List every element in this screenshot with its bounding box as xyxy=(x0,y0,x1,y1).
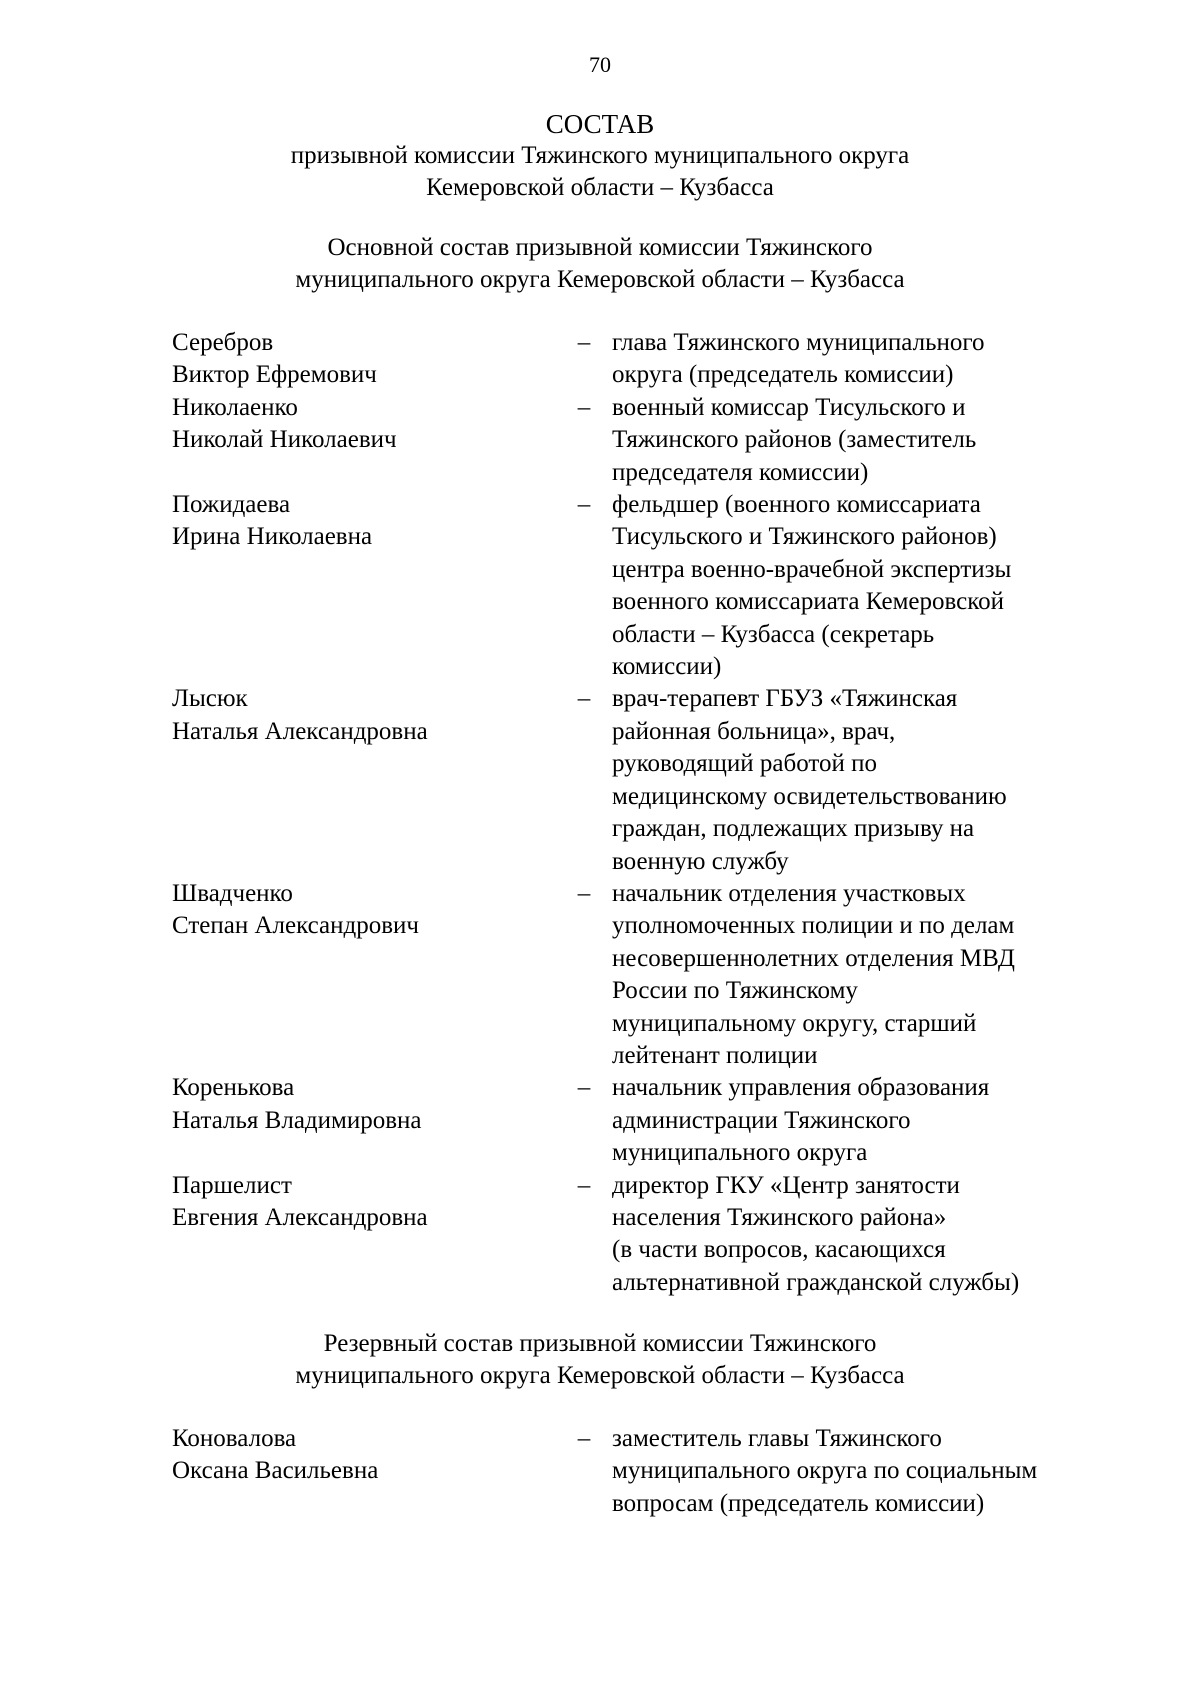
member-role xyxy=(612,1170,1112,1300)
member-entry xyxy=(0,489,1200,683)
member-entry xyxy=(0,1423,1200,1520)
main-section-heading-line: муниципального округа Кемеровской области – Кузбасса xyxy=(295,266,905,293)
member-surname: Швадченко xyxy=(172,879,293,907)
member-role-line: Тисульского и Тяжинского районов) xyxy=(612,523,997,551)
member-name xyxy=(172,392,552,457)
member-given-name: Николай Николаевич xyxy=(172,426,397,454)
member-surname: Серебров xyxy=(172,329,274,356)
member-role-line: уполномоченных полиции и по делам xyxy=(612,912,1015,940)
member-role-line: врач-терапевт ГБУЗ «Тяжинская xyxy=(612,685,958,713)
main-section-heading-line: Основной состав призывной комиссии Тяжинского xyxy=(327,234,873,261)
member-surname: Коновалова xyxy=(172,1425,297,1452)
document-title-line: призывной комиссии Тяжинского муниципального округа xyxy=(290,142,910,169)
main-members-list xyxy=(0,327,1200,1299)
member-role-line: районная больница», врач, xyxy=(612,717,896,745)
member-dash: – xyxy=(577,329,591,356)
member-entry xyxy=(0,327,1200,392)
member-role-line: медицинскому освидетельствованию xyxy=(612,782,1007,810)
member-role-line: лейтенант полиции xyxy=(612,1041,818,1069)
member-role-line: фельдшер (военного комиссариата xyxy=(612,491,981,519)
member-role-line: Тяжинского районов (заместитель xyxy=(612,426,977,454)
member-role xyxy=(612,489,1112,683)
member-role xyxy=(612,327,1112,392)
document-title-main: СОСТАВ xyxy=(545,109,655,139)
member-surname: Николаенко xyxy=(172,393,298,421)
member-name xyxy=(172,683,552,748)
member-given-name: Наталья Владимировна xyxy=(172,1106,422,1134)
member-dash: – xyxy=(577,491,591,519)
member-role-line: директор ГКУ «Центр занятости xyxy=(612,1171,960,1199)
member-entry xyxy=(0,1072,1200,1169)
member-surname: Лысюк xyxy=(172,685,248,713)
document-title-line: Кемеровской области – Кузбасса xyxy=(426,174,774,201)
main-section-heading xyxy=(0,232,1200,296)
member-role-line: России по Тяжинскому xyxy=(612,977,858,1005)
member-dash: – xyxy=(577,1074,591,1102)
member-name xyxy=(172,1423,552,1488)
member-role-line: муниципальному округу, старший xyxy=(612,1009,977,1037)
member-role-line: муниципального округа по социальным xyxy=(612,1457,1038,1485)
member-surname: Пожидаева xyxy=(172,491,291,519)
member-dash: – xyxy=(577,879,591,907)
member-role-line: муниципального округа xyxy=(612,1139,868,1167)
member-given-name: Степан Александрович xyxy=(172,912,419,940)
member-dash: – xyxy=(577,1171,591,1199)
member-role-line: руководящий работой по xyxy=(612,750,878,778)
member-name xyxy=(172,327,552,392)
member-role-line: несовершеннолетних отделения МВД xyxy=(612,944,1015,972)
member-name xyxy=(172,489,552,554)
member-role xyxy=(612,878,1112,1072)
member-name xyxy=(172,1170,552,1235)
member-entry xyxy=(0,392,1200,489)
member-role-line: альтернативной гражданской службы) xyxy=(612,1268,1020,1296)
member-given-name: Ирина Николаевна xyxy=(172,523,373,551)
member-entry xyxy=(0,683,1200,877)
member-role-line: комиссии) xyxy=(612,653,722,681)
member-role-line: вопросам (председатель комиссии) xyxy=(612,1489,985,1517)
member-role-line: начальник отделения участковых xyxy=(612,879,966,907)
member-role-line: глава Тяжинского муниципального xyxy=(612,329,985,356)
member-dash: – xyxy=(577,1425,591,1452)
reserve-section-heading-line: Резервный состав призывной комиссии Тяжинского xyxy=(323,1330,877,1357)
member-role-line: области – Кузбасса (секретарь xyxy=(612,620,935,648)
member-role-line: центра военно-врачебной экспертизы xyxy=(612,555,1012,583)
member-dash: – xyxy=(577,393,591,421)
member-surname: Паршелист xyxy=(172,1171,292,1199)
member-role xyxy=(612,1423,1112,1520)
member-role-line: военный комиссар Тисульского и xyxy=(612,393,966,421)
member-name xyxy=(172,1072,552,1137)
member-role xyxy=(612,392,1112,489)
member-role-line: заместитель главы Тяжинского xyxy=(612,1425,942,1452)
member-surname: Коренькова xyxy=(172,1074,295,1102)
reserve-section-heading-line: муниципального округа Кемеровской области – Кузбасса xyxy=(295,1362,905,1389)
member-given-name: Евгения Александровна xyxy=(172,1203,428,1231)
member-entry xyxy=(0,878,1200,1072)
member-role-line: (в части вопросов, касающихся xyxy=(612,1236,946,1264)
member-given-name: Наталья Александровна xyxy=(172,717,428,745)
member-entry xyxy=(0,1170,1200,1300)
member-role xyxy=(612,683,1112,877)
reserve-section-heading xyxy=(0,1328,1200,1392)
member-role-line: начальник управления образования xyxy=(612,1074,990,1102)
document-title xyxy=(0,108,1200,204)
member-role-line: военного комиссариата Кемеровской xyxy=(612,588,1005,616)
member-role-line: населения Тяжинского района» xyxy=(612,1203,947,1231)
page-number: 70 xyxy=(589,52,611,77)
member-name xyxy=(172,878,552,943)
member-given-name: Виктор Ефремович xyxy=(172,361,377,389)
member-dash: – xyxy=(577,685,591,713)
member-role-line: военную службу xyxy=(612,847,789,875)
member-role-line: граждан, подлежащих призыву на xyxy=(612,815,975,843)
member-role-line: округа (председатель комиссии) xyxy=(612,361,954,389)
member-role xyxy=(612,1072,1112,1169)
member-role-line: председателя комиссии) xyxy=(612,458,869,486)
reserve-members-list xyxy=(0,1423,1200,1520)
member-role-line: администрации Тяжинского xyxy=(612,1106,911,1134)
member-given-name: Оксана Васильевна xyxy=(172,1457,379,1485)
